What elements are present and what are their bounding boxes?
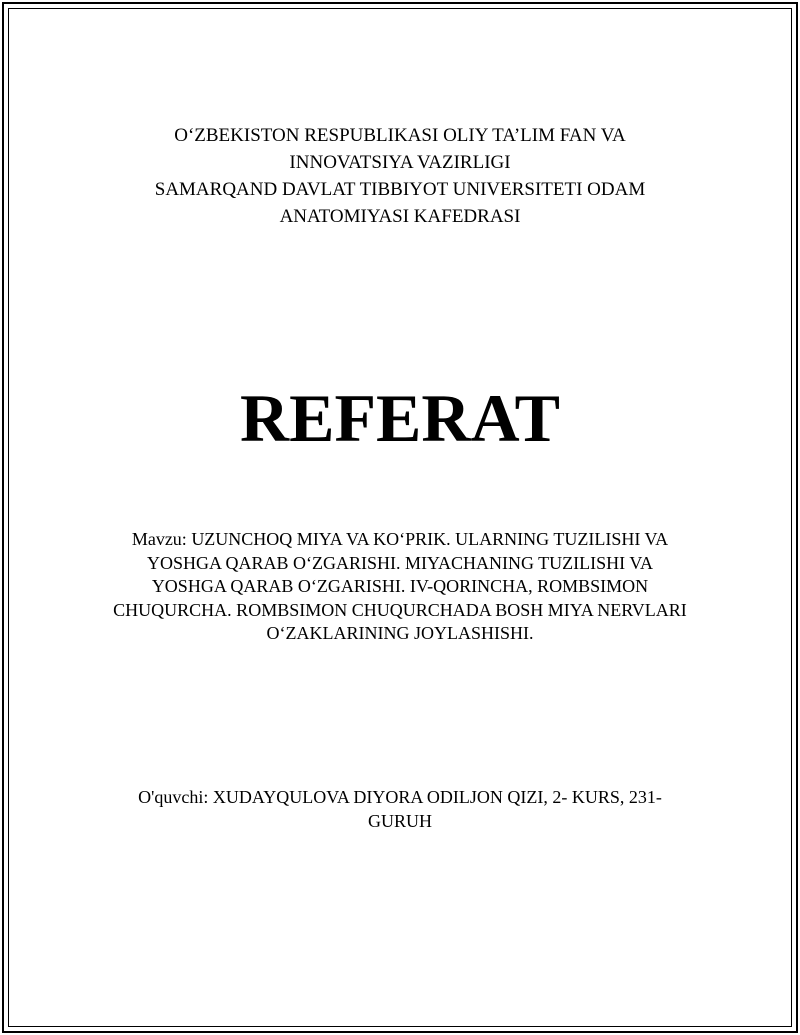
document-title: REFERAT: [240, 380, 560, 456]
institution-line-2: INNOVATSIYA VAZIRLIGI: [289, 152, 511, 173]
institution-line-3: SAMARQAND DAVLAT TIBBIYOT UNIVERSITETI ODAM: [154, 179, 646, 200]
institution-line-4: ANATOMIYASI KAFEDRASI: [279, 206, 521, 227]
student-info: O'quvchi: XUDAYQULOVA DIYORA ODILJON QIZI, 2- KURS, 231-GURUH: [138, 787, 662, 831]
institution-header: [100, 122, 700, 230]
topic-paragraph: Mavzu: UZUNCHOQ MIYA VA KO‘PRIK. ULARNING TUZILISHI VA YOSHGA QARAB O‘ZGARISHI. MIYACHANING TUZILISHI VA YOSHGA QARAB O‘ZGARISHI. IV-QORINCHA, ROMBSIMON CHUQURCHA. ROMBSIMON CHUQURCHADA BOSH MIYA NERVLARI O‘ZAKLARINING JOYLASHISHI.: [113, 529, 687, 643]
institution-line-1: O‘ZBEKISTON RESPUBLIKASI OLIY TA’LIM FAN VA: [174, 125, 626, 146]
